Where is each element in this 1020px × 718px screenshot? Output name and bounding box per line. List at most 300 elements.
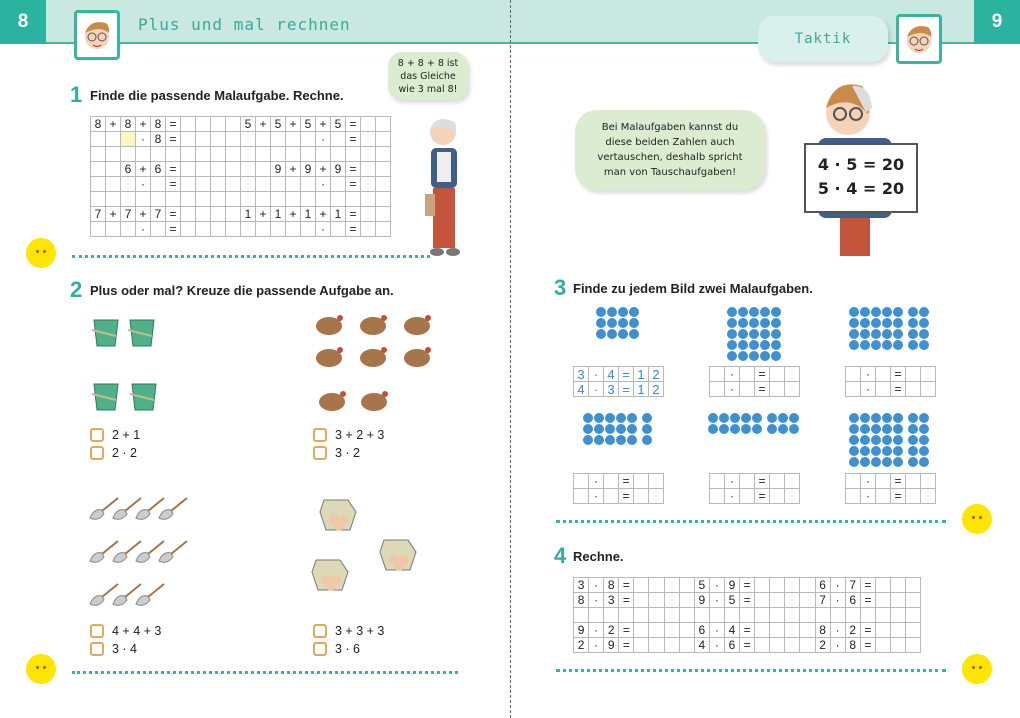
grid-cell[interactable]: ·	[136, 177, 151, 192]
grid-cell[interactable]: 1	[301, 207, 316, 222]
grid-cell[interactable]: +	[256, 117, 271, 132]
grid-cell[interactable]	[226, 207, 241, 222]
grid-cell[interactable]: ·	[725, 382, 740, 397]
grid-cell[interactable]	[890, 593, 905, 608]
checkbox-icon[interactable]	[90, 642, 104, 656]
grid-cell[interactable]	[679, 608, 694, 623]
grid-cell[interactable]	[241, 147, 256, 162]
grid-cell[interactable]: 8	[151, 117, 166, 132]
grid-cell[interactable]: =	[619, 367, 634, 382]
grid-cell[interactable]	[181, 177, 196, 192]
grid-cell[interactable]: 7	[845, 578, 860, 593]
grid-cell[interactable]: ·	[589, 474, 604, 489]
grid-cell[interactable]	[256, 222, 271, 237]
grid-cell[interactable]: =	[619, 382, 634, 397]
grid-cell[interactable]	[316, 192, 331, 207]
grid-cell[interactable]	[875, 578, 890, 593]
grid-cell[interactable]	[906, 578, 921, 593]
grid-cell[interactable]	[91, 192, 106, 207]
grid-cell[interactable]: 8	[91, 117, 106, 132]
grid-cell[interactable]	[121, 177, 136, 192]
grid-cell[interactable]	[376, 207, 391, 222]
grid-cell[interactable]: =	[346, 132, 361, 147]
grid-cell[interactable]: 6	[845, 593, 860, 608]
grid-cell[interactable]	[664, 638, 679, 653]
grid-cell[interactable]: ·	[589, 593, 604, 608]
grid-cell[interactable]	[906, 382, 921, 397]
grid-cell[interactable]	[679, 593, 694, 608]
grid-cell[interactable]: 8	[604, 578, 619, 593]
grid-cell[interactable]	[724, 608, 739, 623]
grid-cell[interactable]	[271, 132, 286, 147]
grid-cell[interactable]: 5	[271, 117, 286, 132]
grid-cell[interactable]: ·	[725, 367, 740, 382]
grid-cell[interactable]: =	[891, 474, 906, 489]
grid-cell[interactable]	[634, 593, 649, 608]
grid-cell[interactable]: ·	[316, 222, 331, 237]
grid-cell[interactable]	[286, 222, 301, 237]
option-checkbox[interactable]	[90, 622, 161, 640]
grid-cell[interactable]: +	[106, 117, 121, 132]
grid-cell[interactable]: =	[166, 222, 181, 237]
grid-cell[interactable]: 9	[574, 623, 589, 638]
grid-cell[interactable]	[890, 638, 905, 653]
grid-cell[interactable]	[921, 382, 936, 397]
grid-cell[interactable]	[256, 192, 271, 207]
grid-cell[interactable]: 8	[815, 623, 830, 638]
grid-cell[interactable]	[755, 593, 770, 608]
grid-cell[interactable]	[376, 132, 391, 147]
grid-cell[interactable]	[211, 192, 226, 207]
grid-cell[interactable]	[664, 608, 679, 623]
grid-cell[interactable]	[226, 162, 241, 177]
grid-cell[interactable]: 8	[574, 593, 589, 608]
grid-cell[interactable]: =	[166, 132, 181, 147]
grid-cell[interactable]: 3	[574, 367, 589, 382]
grid-cell[interactable]: =	[166, 162, 181, 177]
grid-cell[interactable]: 6	[121, 162, 136, 177]
grid-cell[interactable]	[679, 623, 694, 638]
grid-cell[interactable]: =	[755, 489, 770, 504]
grid-cell[interactable]	[376, 192, 391, 207]
grid-cell[interactable]: 4	[694, 638, 709, 653]
grid-cell[interactable]	[830, 608, 845, 623]
grid-cell[interactable]	[181, 192, 196, 207]
grid-cell[interactable]	[921, 367, 936, 382]
grid-cell[interactable]	[361, 177, 376, 192]
grid-cell[interactable]: 7	[121, 207, 136, 222]
grid-cell[interactable]: =	[619, 489, 634, 504]
grid-cell[interactable]	[785, 638, 800, 653]
grid-cell[interactable]	[755, 578, 770, 593]
grid-cell[interactable]	[256, 177, 271, 192]
grid-cell[interactable]	[301, 177, 316, 192]
grid-cell[interactable]	[376, 162, 391, 177]
grid-cell[interactable]	[286, 192, 301, 207]
grid-cell[interactable]	[361, 132, 376, 147]
grid-cell[interactable]: +	[136, 117, 151, 132]
grid-cell[interactable]	[226, 177, 241, 192]
grid-cell[interactable]: 8	[151, 132, 166, 147]
grid-cell[interactable]	[876, 367, 891, 382]
grid-cell[interactable]: ·	[589, 623, 604, 638]
checkbox-icon[interactable]	[313, 642, 327, 656]
checkbox-icon[interactable]	[313, 428, 327, 442]
grid-cell[interactable]: =	[740, 623, 755, 638]
grid-cell[interactable]: 4	[574, 382, 589, 397]
option-checkbox[interactable]	[313, 444, 384, 462]
grid-cell[interactable]	[106, 177, 121, 192]
grid-cell[interactable]	[271, 147, 286, 162]
grid-cell[interactable]: ·	[136, 222, 151, 237]
grid-cell[interactable]	[181, 132, 196, 147]
grid-cell[interactable]	[770, 593, 785, 608]
grid-cell[interactable]	[331, 192, 346, 207]
grid-cell[interactable]	[196, 192, 211, 207]
grid-cell[interactable]: =	[619, 623, 634, 638]
grid-cell[interactable]	[755, 608, 770, 623]
grid-cell[interactable]: 7	[91, 207, 106, 222]
grid-cell[interactable]: ·	[589, 382, 604, 397]
option-checkbox[interactable]	[313, 426, 384, 444]
grid-cell[interactable]: =	[346, 207, 361, 222]
grid-cell[interactable]	[875, 608, 890, 623]
grid-cell[interactable]: ·	[830, 623, 845, 638]
grid-cell[interactable]: ·	[861, 367, 876, 382]
grid-cell[interactable]	[361, 117, 376, 132]
grid-cell[interactable]	[361, 162, 376, 177]
grid-cell[interactable]: 1	[331, 207, 346, 222]
grid-cell[interactable]	[331, 132, 346, 147]
grid-cell[interactable]: =	[346, 117, 361, 132]
grid-cell[interactable]	[106, 192, 121, 207]
grid-cell[interactable]	[211, 177, 226, 192]
grid-cell[interactable]: =	[346, 177, 361, 192]
grid-cell[interactable]	[301, 132, 316, 147]
grid-cell[interactable]	[361, 192, 376, 207]
grid-cell[interactable]	[785, 474, 800, 489]
grid-cell[interactable]: =	[860, 623, 875, 638]
grid-cell[interactable]: 2	[815, 638, 830, 653]
multiplication-answer-grid[interactable]	[845, 366, 936, 397]
grid-cell[interactable]	[211, 147, 226, 162]
grid-cell[interactable]	[301, 222, 316, 237]
grid-cell[interactable]	[196, 207, 211, 222]
grid-cell[interactable]: 9	[271, 162, 286, 177]
grid-cell[interactable]: 7	[151, 207, 166, 222]
grid-cell[interactable]: +	[286, 117, 301, 132]
grid-cell[interactable]	[226, 192, 241, 207]
grid-cell[interactable]: +	[316, 207, 331, 222]
grid-cell[interactable]: =	[891, 489, 906, 504]
grid-cell[interactable]: =	[860, 578, 875, 593]
grid-cell[interactable]	[785, 593, 800, 608]
grid-cell[interactable]	[166, 147, 181, 162]
grid-cell[interactable]	[649, 474, 664, 489]
grid-cell[interactable]: 6	[815, 578, 830, 593]
grid-cell[interactable]	[226, 117, 241, 132]
grid-cell[interactable]	[709, 608, 724, 623]
grid-cell[interactable]	[196, 222, 211, 237]
grid-cell[interactable]: 1	[634, 382, 649, 397]
grid-cell[interactable]	[694, 608, 709, 623]
grid-cell[interactable]: 2	[604, 623, 619, 638]
grid-cell[interactable]: =	[740, 578, 755, 593]
grid-cell[interactable]: =	[346, 222, 361, 237]
grid-cell[interactable]	[181, 162, 196, 177]
grid-cell[interactable]	[740, 367, 755, 382]
grid-cell[interactable]	[121, 147, 136, 162]
grid-cell[interactable]: ·	[589, 367, 604, 382]
grid-cell[interactable]	[785, 382, 800, 397]
grid-cell[interactable]: 3	[604, 593, 619, 608]
grid-cell[interactable]: =	[860, 638, 875, 653]
grid-cell[interactable]	[785, 608, 800, 623]
grid-cell[interactable]	[664, 623, 679, 638]
grid-cell[interactable]	[376, 177, 391, 192]
grid-cell[interactable]: ·	[709, 593, 724, 608]
grid-cell[interactable]: 6	[694, 623, 709, 638]
grid-cell[interactable]	[890, 578, 905, 593]
grid-cell[interactable]	[785, 367, 800, 382]
grid-cell[interactable]	[800, 638, 815, 653]
grid-cell[interactable]	[619, 608, 634, 623]
grid-cell[interactable]	[574, 489, 589, 504]
grid-cell[interactable]	[226, 222, 241, 237]
grid-cell[interactable]: =	[740, 638, 755, 653]
grid-cell[interactable]	[770, 638, 785, 653]
grid-cell[interactable]	[121, 132, 136, 147]
grid-cell[interactable]: 7	[815, 593, 830, 608]
grid-cell[interactable]	[286, 147, 301, 162]
grid-cell[interactable]: ·	[709, 578, 724, 593]
grid-cell[interactable]	[875, 623, 890, 638]
grid-cell[interactable]	[211, 222, 226, 237]
grid-cell[interactable]: 1	[271, 207, 286, 222]
grid-cell[interactable]	[196, 162, 211, 177]
grid-cell[interactable]	[121, 192, 136, 207]
grid-cell[interactable]	[710, 474, 725, 489]
grid-cell[interactable]	[91, 162, 106, 177]
grid-cell[interactable]	[91, 222, 106, 237]
grid-cell[interactable]: ·	[589, 489, 604, 504]
grid-cell[interactable]: +	[316, 117, 331, 132]
grid-cell[interactable]	[196, 117, 211, 132]
grid-cell[interactable]	[211, 117, 226, 132]
grid-cell[interactable]	[211, 207, 226, 222]
grid-cell[interactable]: ·	[830, 578, 845, 593]
grid-cell[interactable]	[770, 367, 785, 382]
grid-cell[interactable]	[664, 578, 679, 593]
grid-cell[interactable]	[604, 489, 619, 504]
grid-cell[interactable]	[331, 222, 346, 237]
grid-cell[interactable]	[256, 147, 271, 162]
grid-cell[interactable]	[815, 608, 830, 623]
grid-cell[interactable]	[649, 489, 664, 504]
grid-cell[interactable]	[106, 162, 121, 177]
grid-cell[interactable]	[800, 578, 815, 593]
grid-cell[interactable]: 8	[121, 117, 136, 132]
grid-cell[interactable]: 8	[845, 638, 860, 653]
checkbox-icon[interactable]	[313, 446, 327, 460]
grid-cell[interactable]	[574, 608, 589, 623]
option-checkbox[interactable]	[90, 640, 161, 658]
grid-cell[interactable]	[361, 207, 376, 222]
grid-cell[interactable]	[906, 608, 921, 623]
grid-cell[interactable]: +	[136, 207, 151, 222]
grid-cell[interactable]	[800, 623, 815, 638]
grid-cell[interactable]: ·	[316, 177, 331, 192]
grid-cell[interactable]	[121, 222, 136, 237]
grid-cell[interactable]: ·	[861, 474, 876, 489]
grid-cell[interactable]	[286, 177, 301, 192]
grid-cell[interactable]: 9	[694, 593, 709, 608]
grid-cell[interactable]	[271, 192, 286, 207]
grid-cell[interactable]	[634, 608, 649, 623]
grid-cell[interactable]	[906, 593, 921, 608]
grid-cell[interactable]	[166, 192, 181, 207]
grid-cell[interactable]	[286, 132, 301, 147]
grid-cell[interactable]	[770, 578, 785, 593]
grid-cell[interactable]	[316, 147, 331, 162]
grid-cell[interactable]: ·	[861, 489, 876, 504]
grid-cell[interactable]	[151, 177, 166, 192]
grid-cell[interactable]	[151, 192, 166, 207]
grid-cell[interactable]: 9	[604, 638, 619, 653]
grid-cell[interactable]	[271, 222, 286, 237]
grid-cell[interactable]	[376, 147, 391, 162]
grid-cell[interactable]: 1	[241, 207, 256, 222]
grid-cell[interactable]	[800, 608, 815, 623]
grid-cell[interactable]	[649, 593, 664, 608]
grid-cell[interactable]	[846, 489, 861, 504]
grid-cell[interactable]	[740, 608, 755, 623]
grid-cell[interactable]	[151, 147, 166, 162]
grid-cell[interactable]: 3	[574, 578, 589, 593]
grid-cell[interactable]	[785, 578, 800, 593]
grid-cell[interactable]: =	[755, 382, 770, 397]
grid-cell[interactable]: 5	[724, 593, 739, 608]
grid-cell[interactable]	[589, 608, 604, 623]
grid-cell[interactable]	[770, 474, 785, 489]
grid-cell[interactable]: =	[166, 117, 181, 132]
grid-cell[interactable]	[785, 623, 800, 638]
grid-cell[interactable]	[136, 147, 151, 162]
grid-cell[interactable]	[331, 177, 346, 192]
grid-cell[interactable]: ·	[725, 489, 740, 504]
grid-cell[interactable]	[846, 367, 861, 382]
grid-cell[interactable]: =	[891, 367, 906, 382]
grid-cell[interactable]	[906, 489, 921, 504]
grid-cell[interactable]	[106, 132, 121, 147]
grid-cell[interactable]: ·	[709, 638, 724, 653]
grid-cell[interactable]	[196, 132, 211, 147]
grid-cell[interactable]: 9	[301, 162, 316, 177]
grid-cell[interactable]: =	[891, 382, 906, 397]
grid-cell[interactable]	[361, 147, 376, 162]
grid-cell[interactable]: =	[619, 638, 634, 653]
grid-cell[interactable]: 5	[331, 117, 346, 132]
grid-cell[interactable]	[649, 608, 664, 623]
checkbox-icon[interactable]	[313, 624, 327, 638]
grid-cell[interactable]: 9	[331, 162, 346, 177]
grid-cell[interactable]	[875, 593, 890, 608]
grid-cell[interactable]: 2	[649, 367, 664, 382]
grid-cell[interactable]	[906, 638, 921, 653]
multiplication-answer-grid[interactable]	[709, 473, 800, 504]
grid-cell[interactable]	[740, 382, 755, 397]
grid-cell[interactable]: 6	[724, 638, 739, 653]
grid-cell[interactable]	[846, 382, 861, 397]
grid-cell[interactable]: =	[619, 593, 634, 608]
option-checkbox[interactable]	[313, 622, 384, 640]
grid-cell[interactable]: ·	[830, 593, 845, 608]
grid-cell[interactable]	[649, 578, 664, 593]
grid-cell[interactable]	[346, 147, 361, 162]
grid-cell[interactable]	[906, 623, 921, 638]
grid-cell[interactable]	[845, 608, 860, 623]
option-checkbox[interactable]	[90, 426, 140, 444]
grid-cell[interactable]: ·	[589, 578, 604, 593]
grid-cell[interactable]	[136, 192, 151, 207]
grid-cell[interactable]	[91, 177, 106, 192]
grid-cell[interactable]	[241, 162, 256, 177]
grid-cell[interactable]: =	[166, 207, 181, 222]
grid-cell[interactable]: 2	[574, 638, 589, 653]
grid-cell[interactable]	[921, 489, 936, 504]
grid-cell[interactable]	[574, 474, 589, 489]
grid-cell[interactable]	[906, 367, 921, 382]
grid-cell[interactable]: ·	[861, 382, 876, 397]
grid-cell[interactable]	[770, 489, 785, 504]
grid-cell[interactable]: +	[106, 207, 121, 222]
grid-cell[interactable]	[634, 578, 649, 593]
grid-cell[interactable]	[604, 474, 619, 489]
grid-cell[interactable]	[241, 192, 256, 207]
grid-cell[interactable]	[876, 382, 891, 397]
grid-cell[interactable]: 3	[604, 382, 619, 397]
grid-cell[interactable]: +	[286, 162, 301, 177]
grid-cell[interactable]	[106, 222, 121, 237]
checkbox-icon[interactable]	[90, 446, 104, 460]
option-checkbox[interactable]	[90, 444, 140, 462]
grid-cell[interactable]	[679, 638, 694, 653]
grid-cell[interactable]: ·	[830, 638, 845, 653]
grid-cell[interactable]	[301, 147, 316, 162]
grid-cell[interactable]: ·	[136, 132, 151, 147]
grid-cell[interactable]	[271, 177, 286, 192]
grid-cell[interactable]	[346, 192, 361, 207]
grid-cell[interactable]	[331, 147, 346, 162]
grid-cell[interactable]: 4	[724, 623, 739, 638]
grid-cell[interactable]	[710, 382, 725, 397]
checkbox-icon[interactable]	[90, 428, 104, 442]
grid-cell[interactable]	[256, 132, 271, 147]
grid-cell[interactable]: =	[755, 367, 770, 382]
multiplication-answer-grid[interactable]	[573, 473, 664, 504]
grid-cell[interactable]	[634, 623, 649, 638]
grid-cell[interactable]: =	[619, 578, 634, 593]
grid-cell[interactable]: ·	[709, 623, 724, 638]
grid-cell[interactable]	[91, 147, 106, 162]
grid-cell[interactable]	[151, 222, 166, 237]
grid-cell[interactable]	[181, 207, 196, 222]
grid-cell[interactable]	[376, 117, 391, 132]
grid-cell[interactable]	[241, 132, 256, 147]
grid-cell[interactable]	[770, 608, 785, 623]
grid-cell[interactable]	[740, 474, 755, 489]
grid-cell[interactable]	[890, 608, 905, 623]
